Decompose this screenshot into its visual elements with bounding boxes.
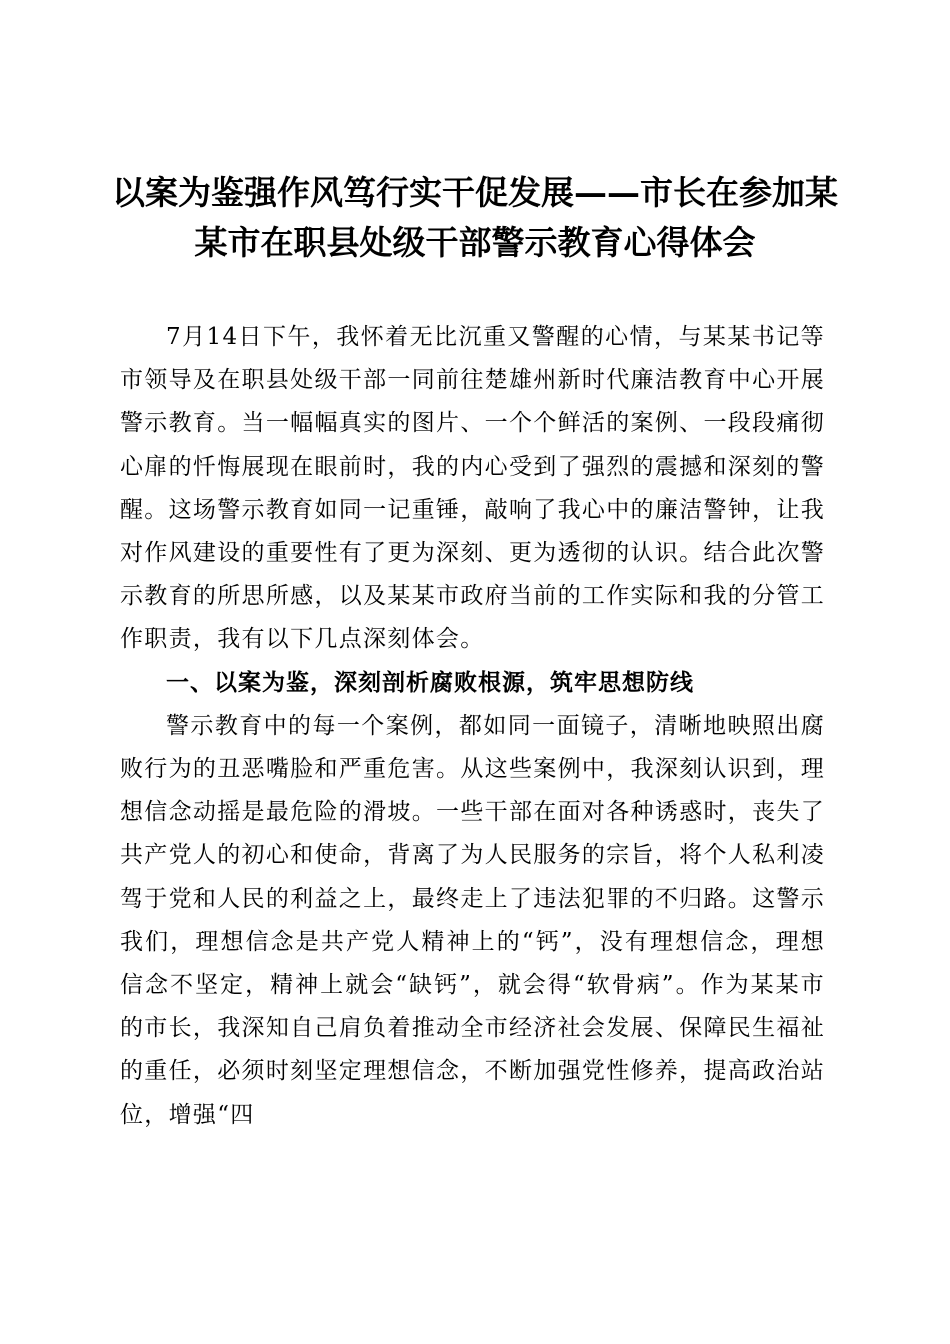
section-heading-1: 一、以案为鉴，深刻剖析腐败根源，筑牢思想防线 <box>166 669 694 696</box>
document-title: 以案为鉴强作风笃行实干促发展——市长在参加某某市在职县处级干部警示教育心得体会 <box>112 173 838 262</box>
paragraph-section-1: 警示教育中的每一个案例，都如同一面镜子，清晰地映照出腐败行为的丑恶嘴脸和严重危害。从这些案例中，我深刻认识到，理想信念动摇是最危险的滑坡。一些干部在面对各种诱惑时，丧失了共产党人的初心和使命，背离了为人民服务的宗旨，将个人私利凌驾于党和人民的利益之上，最终走上了违法犯罪的不归路。这警示我们，理想信念是共产党人精神上的“钙”，没有理想信念，理想信念不坚定，精神上就会“缺钙”，就会得“软骨病”。作为某某市的市长，我深知自己肩负着推动全市经济社会发展、保障民生福祉的重任，必须时刻坚定理想信念，不断加强党性修养，提高政治站位，增强“四 <box>120 712 825 1128</box>
document-body <box>120 316 825 1137</box>
paragraph-intro: 7月14日下午，我怀着无比沉重又警醒的心情，与某某书记等市领导及在职县处级干部一同前往楚雄州新时代廉洁教育中心开展警示教育。当一幅幅真实的图片、一个个鲜活的案例、一段段痛彻心扉的忏悔展现在眼前时，我的内心受到了强烈的震撼和深刻的警醒。这场警示教育如同一记重锤，敲响了我心中的廉洁警钟，让我对作风建设的重要性有了更为深刻、更为透彻的认识。结合此次警示教育的所思所感，以及某某市政府当前的工作实际和我的分管工作职责，我有以下几点深刻体会。 <box>120 324 825 653</box>
